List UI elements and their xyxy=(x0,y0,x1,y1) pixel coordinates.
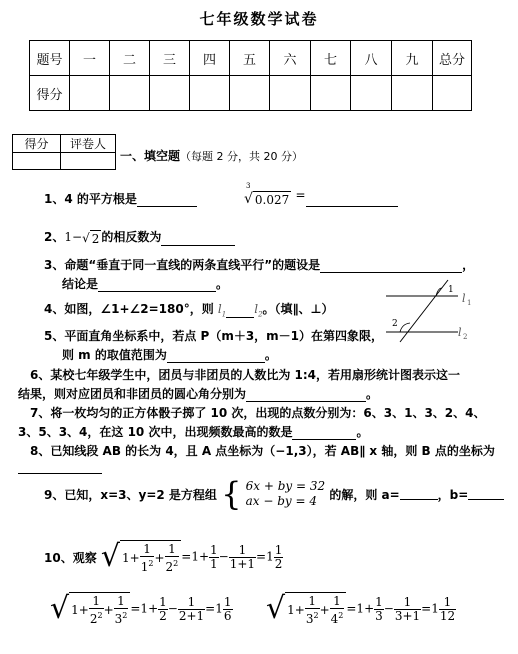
expr-term: 1 xyxy=(64,230,72,244)
question-text: 1、4 的平方根是 xyxy=(44,192,137,206)
numerator: 1 xyxy=(178,596,205,610)
score-input-cell[interactable] xyxy=(110,76,150,111)
score-input-cell[interactable] xyxy=(311,76,351,111)
question-text: 9、已知，x=3、y=2 是方程组 xyxy=(44,487,217,502)
fraction xyxy=(374,596,384,623)
answer-blank[interactable] xyxy=(246,390,366,402)
answer-blank[interactable] xyxy=(226,306,254,318)
transversal-line xyxy=(400,280,448,342)
line-subscript: 2 xyxy=(258,310,263,319)
score-input-cell[interactable] xyxy=(70,76,110,111)
score-table-cell: 六 xyxy=(270,41,311,76)
fraction xyxy=(178,596,205,623)
parallel-lines-figure xyxy=(378,276,478,346)
question-4 xyxy=(44,300,334,318)
l2-subscript: 2 xyxy=(463,333,468,341)
root-index: 3 xyxy=(246,182,251,190)
section-note: （每题 2 分，共 20 分） xyxy=(180,150,303,163)
question-10 xyxy=(44,540,283,574)
minus: − xyxy=(383,601,394,616)
line-label: l xyxy=(217,302,222,316)
score-table-cell: 三 xyxy=(150,41,190,76)
radical-sign: √ xyxy=(100,539,121,574)
score-table-cell: 九 xyxy=(392,41,433,76)
numerator: 1 xyxy=(210,542,218,557)
score-input-cell[interactable] xyxy=(230,76,270,111)
answer-blank[interactable] xyxy=(98,280,216,292)
question-text: 的解，则 a= xyxy=(329,487,400,502)
fraction xyxy=(274,544,284,571)
radicand: 0.027 xyxy=(254,192,290,207)
grader-table xyxy=(12,134,116,170)
fraction xyxy=(394,596,421,623)
l1-label: l xyxy=(462,292,466,305)
observe-expression-1 xyxy=(101,540,284,574)
question-3-line-1 xyxy=(44,256,474,273)
exponent: 2 xyxy=(148,559,154,568)
punctuation: ， xyxy=(462,258,475,272)
score-input-cell[interactable] xyxy=(351,76,392,111)
numerator: 1 xyxy=(140,543,155,557)
observe-expression-3 xyxy=(266,592,456,626)
exponent: 2 xyxy=(173,559,179,568)
answer-blank[interactable] xyxy=(306,195,398,207)
numerator: 1 xyxy=(305,595,320,609)
radicand xyxy=(69,592,130,626)
mixed-integer: 1 xyxy=(266,549,274,564)
question-6-line-1: 6、某校七年级学生中，团员与非团员的人数比为 1:4，若用扇形统计图表示这一 xyxy=(30,368,461,382)
page-title: 七年级数学试卷 xyxy=(199,10,319,28)
equation-2: ax − by = 4 xyxy=(245,494,318,508)
denominator: 1 xyxy=(210,556,218,571)
denominator: 2+1 xyxy=(178,608,205,623)
score-table xyxy=(29,40,472,111)
base: 2 xyxy=(89,612,98,626)
base: 3 xyxy=(305,612,314,626)
score-input-cell[interactable] xyxy=(433,76,472,111)
score-input-cell[interactable] xyxy=(190,76,230,111)
plus: + xyxy=(148,601,159,616)
score-table-cell: 四 xyxy=(190,41,230,76)
radical-sign: √ xyxy=(50,591,70,626)
section-heading xyxy=(120,147,303,164)
answer-blank-a[interactable] xyxy=(400,488,438,500)
denominator xyxy=(140,557,155,574)
score-table-cell: 八 xyxy=(351,41,392,76)
question-8-line-1: 8、已知线段 AB 的长为 4，且 A 点坐标为（−1,3），若 AB∥ x 轴，则 B 点的坐标为 xyxy=(30,444,495,458)
plus: + xyxy=(129,551,140,565)
term: 1 xyxy=(356,601,365,616)
numerator: 1 xyxy=(330,595,345,609)
question-5-line-1: 5、平面直角坐标系中，若点 P（m＋3，m－1）在第四象限， xyxy=(44,329,384,343)
numerator: 1 xyxy=(394,596,421,610)
question-1 xyxy=(44,190,197,207)
equation-system xyxy=(246,479,326,509)
fraction xyxy=(89,595,104,626)
exponent: 2 xyxy=(338,611,344,620)
fraction xyxy=(114,595,129,626)
line-label: l xyxy=(254,302,259,316)
grader-score-cell[interactable] xyxy=(13,153,61,170)
answer-blank[interactable] xyxy=(292,428,356,440)
exponent: 2 xyxy=(122,611,128,620)
system-brace: { xyxy=(221,475,242,513)
punctuation: 。 xyxy=(366,387,379,401)
score-table-header-row xyxy=(30,41,472,76)
numerator: 1 xyxy=(223,594,232,609)
term: 1 xyxy=(122,551,130,565)
denominator xyxy=(165,557,180,574)
fraction xyxy=(330,595,345,626)
numerator: 1 xyxy=(159,594,167,609)
fraction xyxy=(223,596,233,623)
question-text: 3、5、3、4，在这 10 次中，出现频数最高的数是 xyxy=(18,425,293,439)
angle-2-label: 2 xyxy=(392,319,398,329)
numerator: 1 xyxy=(89,595,104,609)
line-l1-label xyxy=(217,302,227,319)
plus: + xyxy=(294,603,305,617)
denominator xyxy=(330,609,345,626)
question-text: 10、观察 xyxy=(44,550,97,565)
radicand xyxy=(285,592,346,626)
question-text: 结论是 xyxy=(62,277,99,291)
section-title: 一、填空题 xyxy=(120,149,181,163)
question-5-line-2 xyxy=(62,346,277,363)
question-7-line-1: 7、将一枚均匀的正方体骰子掷了 10 次，出现的点数分别为：6、3、1、3、2、4、 xyxy=(30,406,486,420)
question-1-cube-root xyxy=(244,182,398,207)
question-7-line-2 xyxy=(18,423,368,440)
equation-1: 6x + by = 32 xyxy=(245,479,326,493)
fraction xyxy=(140,543,155,574)
question-3-line-2 xyxy=(62,275,228,292)
fraction xyxy=(158,596,168,623)
plus: + xyxy=(78,603,89,617)
minus: − xyxy=(167,601,178,616)
score-table-score-row xyxy=(30,76,472,111)
numerator: 1 xyxy=(375,594,383,609)
answer-blank[interactable] xyxy=(18,462,102,474)
fraction xyxy=(165,543,180,574)
grader-name-cell[interactable] xyxy=(61,153,116,170)
score-table-cell: 得分 xyxy=(30,76,70,111)
denominator xyxy=(89,609,104,626)
term: 1 xyxy=(140,601,149,616)
denominator: 2 xyxy=(274,556,283,571)
radical-sign: √ xyxy=(266,591,286,626)
line-subscript: 1 xyxy=(221,310,227,319)
denominator: 1+1 xyxy=(229,556,256,571)
question-number: 2、 xyxy=(44,230,65,244)
denominator: 3+1 xyxy=(394,608,421,623)
grader-table-header: 评卷人 xyxy=(61,135,116,153)
angle-1-label: 1 xyxy=(448,285,454,295)
equals: = xyxy=(346,601,357,616)
denominator xyxy=(114,609,129,626)
denominator: 12 xyxy=(439,608,456,623)
question-6-line-2 xyxy=(18,385,378,402)
numerator: 1 xyxy=(114,595,129,609)
fraction xyxy=(209,544,219,571)
question-9 xyxy=(44,475,504,513)
score-table-cell: 五 xyxy=(230,41,270,76)
plus: + xyxy=(319,603,330,617)
radical-sign: √ xyxy=(82,230,90,245)
score-table-cell: 一 xyxy=(70,41,110,76)
grader-table-header: 得分 xyxy=(13,135,61,153)
equals: = xyxy=(256,549,267,564)
score-table-cell: 七 xyxy=(311,41,351,76)
fraction xyxy=(439,596,456,623)
plus: + xyxy=(198,549,210,564)
plus: + xyxy=(103,603,114,617)
base: 2 xyxy=(165,560,174,574)
l1-subscript: 1 xyxy=(467,299,472,307)
denominator: 2 xyxy=(159,608,167,623)
radicand xyxy=(120,540,181,574)
score-table-cell: 总分 xyxy=(433,41,472,76)
term: 1 xyxy=(71,603,79,617)
minus-sign: − xyxy=(72,230,83,244)
denominator: 3 xyxy=(375,608,383,623)
equals-sign: = xyxy=(295,188,306,202)
score-input-cell[interactable] xyxy=(392,76,433,111)
answer-blank[interactable] xyxy=(161,234,235,246)
l2-label: l xyxy=(458,326,462,339)
fraction xyxy=(229,544,256,571)
question-text: 的相反数为 xyxy=(101,230,162,244)
answer-blank-b[interactable] xyxy=(468,488,504,500)
line-l2-label xyxy=(254,302,263,319)
term: 1 xyxy=(191,549,199,564)
numerator: 1 xyxy=(229,544,256,558)
plus: + xyxy=(154,551,165,565)
fraction xyxy=(305,595,320,626)
question-text: 。（填∥、⊥） xyxy=(262,302,334,316)
punctuation: 。 xyxy=(216,277,229,291)
question-text: 则 m 的取值范围为 xyxy=(62,348,167,362)
score-table-cell: 题号 xyxy=(30,41,70,76)
base: 1 xyxy=(140,560,149,574)
question-2 xyxy=(44,228,235,246)
observe-expression-2 xyxy=(50,592,233,626)
radical-sign: √ xyxy=(244,190,253,207)
mixed-integer: 1 xyxy=(215,601,223,616)
punctuation: 。 xyxy=(264,348,277,362)
score-table-cell: 二 xyxy=(110,41,150,76)
mixed-integer: 1 xyxy=(431,601,439,616)
answer-blank[interactable] xyxy=(320,261,462,273)
radicand: 2 xyxy=(91,231,100,246)
equals: = xyxy=(181,549,192,564)
question-text: 3、命题“垂直于同一直线的两条直线平行”的题设是 xyxy=(44,258,321,272)
numerator: 1 xyxy=(274,542,283,557)
numerator: 1 xyxy=(439,596,456,610)
punctuation: 。 xyxy=(356,425,369,439)
equals: = xyxy=(205,601,216,616)
score-input-cell[interactable] xyxy=(270,76,311,111)
term: 1 xyxy=(287,603,295,617)
question-text: 4、如图，∠1+∠2=180°，则 xyxy=(44,302,214,316)
base: 3 xyxy=(114,612,123,626)
denominator xyxy=(305,609,320,626)
plus: + xyxy=(364,601,375,616)
base: 4 xyxy=(330,612,339,626)
minus: − xyxy=(218,549,229,564)
question-text: 结果，则对应团员和非团员的圆心角分别为 xyxy=(18,387,247,401)
denominator: 6 xyxy=(223,608,232,623)
question-8-line-2 xyxy=(18,460,102,474)
score-input-cell[interactable] xyxy=(150,76,190,111)
question-text: ，b= xyxy=(437,487,469,502)
numerator: 1 xyxy=(165,543,180,557)
exponent: 2 xyxy=(97,611,103,620)
equals: = xyxy=(130,601,141,616)
answer-blank[interactable] xyxy=(137,195,197,207)
equals: = xyxy=(421,601,432,616)
exponent: 2 xyxy=(313,611,319,620)
answer-blank[interactable] xyxy=(167,351,265,363)
